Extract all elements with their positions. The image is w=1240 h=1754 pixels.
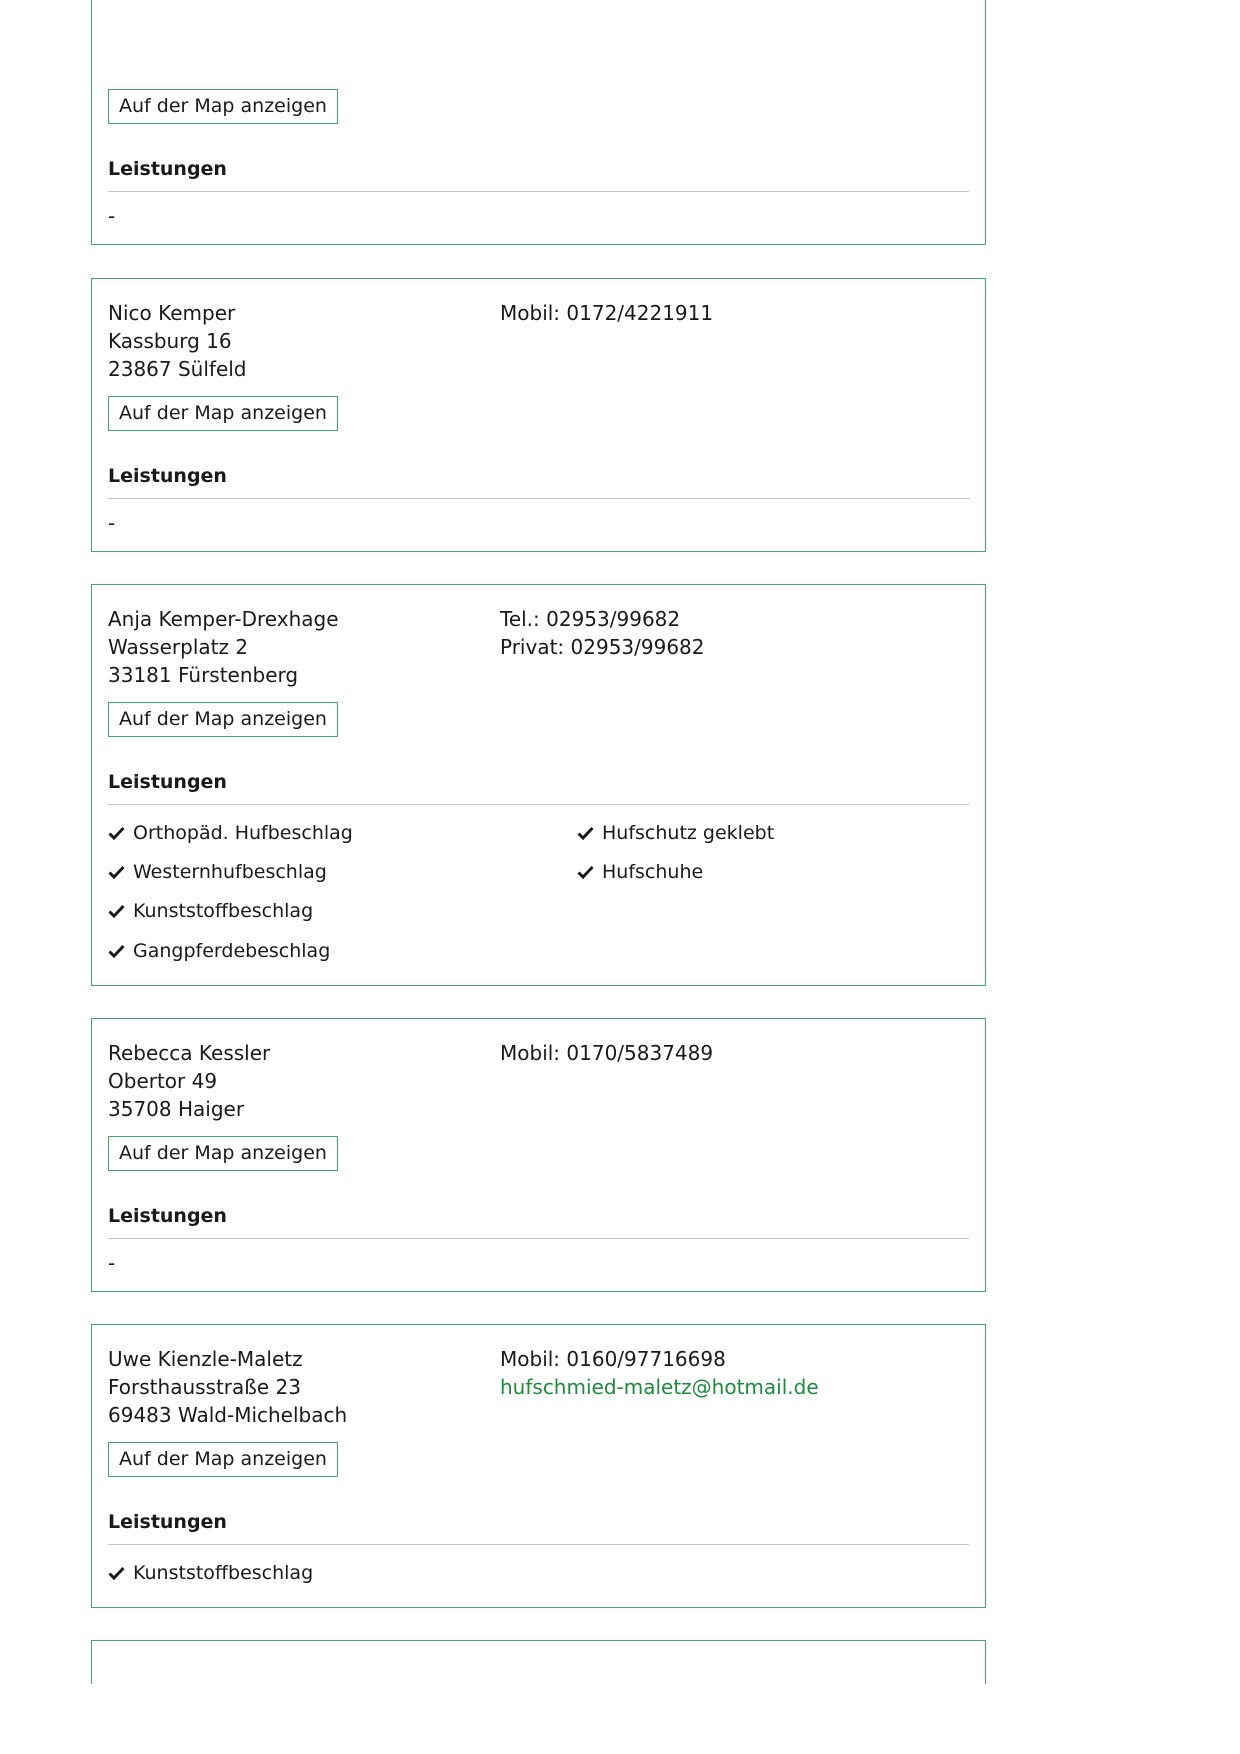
service-item [577,861,703,883]
farrier-card [91,1018,986,1292]
show-on-map-button[interactable]: Auf der Map anzeigen [108,396,338,431]
service-item [108,861,327,883]
divider [108,191,969,192]
city: 35708 Haiger [108,1097,245,1121]
show-on-map-button[interactable]: Auf der Map anzeigen [108,89,338,124]
farrier-name: Rebecca Kessler [108,1041,271,1065]
farrier-name: Anja Kemper-Drexhage [108,607,339,631]
service-item [108,940,330,962]
city: 69483 Wald-Michelbach [108,1403,348,1427]
contact-block [500,1039,713,1067]
divider [108,1238,969,1239]
services-heading: Leistungen [108,1511,227,1533]
divider [108,498,969,499]
service-label: Hufschutz geklebt [602,822,775,844]
services-empty: - [108,511,116,535]
email-link[interactable]: hufschmied-maletz@hotmail.de [500,1375,819,1399]
street: Kassburg 16 [108,329,232,353]
contact-block [500,1345,819,1401]
check-icon [108,865,125,879]
check-icon [577,826,594,840]
divider [108,1544,969,1545]
service-item [108,900,313,922]
contact-block [500,605,705,661]
farrier-card [91,278,986,552]
service-label: Orthopäd. Hufbeschlag [133,822,353,844]
service-item [108,1562,313,1584]
check-icon [108,1566,125,1580]
service-label: Hufschuhe [602,861,704,883]
street: Obertor 49 [108,1069,218,1093]
show-on-map-button[interactable]: Auf der Map anzeigen [108,1136,338,1171]
address-block [108,605,339,689]
services-heading: Leistungen [108,771,227,793]
service-item [108,822,353,844]
show-on-map-button[interactable]: Auf der Map anzeigen [108,702,338,737]
services-empty: - [108,204,116,228]
services-heading: Leistungen [108,158,227,180]
service-item [577,822,774,844]
farrier-name: Uwe Kienzle-Maletz [108,1347,303,1371]
farrier-card [91,1640,986,1684]
farrier-card [91,584,986,986]
services-heading: Leistungen [108,1205,227,1227]
check-icon [108,826,125,840]
street: Wasserplatz 2 [108,635,249,659]
street: Forsthausstraße 23 [108,1375,301,1399]
address-block [108,1039,270,1123]
phone-mobile: Mobil: 0170/5837489 [500,1041,714,1065]
phone-mobile: Mobil: 0172/4221911 [500,301,714,325]
service-label: Westernhufbeschlag [133,861,327,883]
contact-block [500,299,713,327]
farrier-card [91,0,986,245]
services-heading: Leistungen [108,465,227,487]
services-empty: - [108,1251,116,1275]
service-label: Gangpferdebeschlag [133,940,331,962]
phone-mobile: Mobil: 0160/97716698 [500,1347,726,1371]
check-icon [108,904,125,918]
service-label: Kunststoffbeschlag [133,1562,314,1584]
address-block [108,299,247,383]
farrier-card [91,1324,986,1608]
divider [108,804,969,805]
check-icon [577,865,594,879]
check-icon [108,944,125,958]
phone-private: Privat: 02953/99682 [500,635,705,659]
farrier-name: Nico Kemper [108,301,236,325]
service-label: Kunststoffbeschlag [133,900,314,922]
show-on-map-button[interactable]: Auf der Map anzeigen [108,1442,338,1477]
phone-tel: Tel.: 02953/99682 [500,607,681,631]
city: 23867 Sülfeld [108,357,247,381]
address-block [108,1345,347,1429]
city: 33181 Fürstenberg [108,663,299,687]
